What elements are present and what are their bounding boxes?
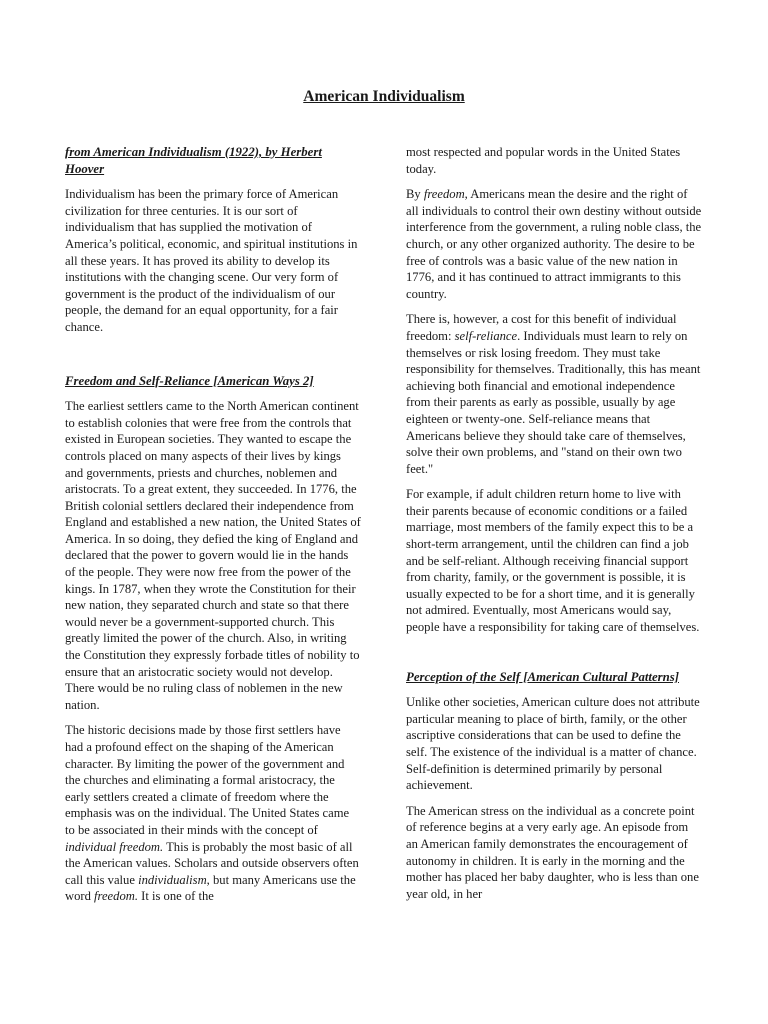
paragraph-self-reliance xyxy=(406,311,702,477)
right-column xyxy=(406,144,702,911)
section-spacer xyxy=(406,645,702,669)
emphasis-freedom: freedom xyxy=(423,187,465,202)
paragraph-historic-decisions xyxy=(65,722,361,905)
paragraph-freedom-definition xyxy=(406,186,702,302)
text-run: This is probably the most basic of all the American values. Scholars and outside observers often call this value xyxy=(65,839,359,887)
left-column xyxy=(65,144,361,914)
text-run: It is one of the xyxy=(137,889,214,904)
emphasis-self-reliance: self-reliance xyxy=(454,328,518,343)
text-run: The historic decisions made by those first settlers have had a profound effect on the shaping of the American character. By limiting the power of the government and the churches and eliminating a formal aristocracy, the early settlers created a climate of freedom where the emphasis was on the individual. The United States came to be associated in their minds with the concept of xyxy=(65,723,350,837)
paragraph-continued: most respected and popular words in the United States today. xyxy=(406,145,681,176)
text-run: . Individuals must learn to rely on themselves or risk losing freedom. They must take responsibility for themselves. Traditionally, this has meant achieving both financial and emotional independence from their parents as early as possible, usually by age eighteen or twenty-one. Self-reliance means that Americans believe they should take care of themselves, solve their own problems, and "stand on their own two feet." xyxy=(406,328,701,476)
text-run: , but many Americans use the word xyxy=(65,872,356,904)
paragraph-american-stress: The American stress on the individual as a concrete point of reference begins at a very early age. An episode from an American family demonstrates the encouragement of autonomy in children. It is early in the morning and the mother has placed her baby daughter, who is less than one year old, in her xyxy=(406,803,699,901)
section-spacer xyxy=(65,345,361,373)
text-run: , Americans mean the desire and the right of all individuals to control their own destiny without outside interference from the government, a ruling noble class, the church, or any other organized authority. The desire to be free of controls was a basic value of the new nation in 1776, and it has continued to attract immigrants to this country. xyxy=(406,187,702,301)
text-run: There is, however, a cost for this benefit of individual freedom: xyxy=(406,312,677,343)
emphasis-individualism: individualism xyxy=(138,872,207,887)
section-heading-hoover: from American Individualism (1922), by Herbert Hoover xyxy=(65,145,322,176)
text-run: By xyxy=(406,187,424,202)
paragraph-unlike-other-societies: Unlike other societies, American culture does not attribute particular meaning to place of birth, family, or the other ascriptive considerations that can be used to define the self. The existence of the individual is a matter of chance. Self-definition is determined primarily by personal achievement. xyxy=(406,695,700,793)
section-heading-freedom: Freedom and Self-Reliance [American Ways 2] xyxy=(65,373,314,388)
emphasis-freedom: freedom. xyxy=(94,889,138,904)
emphasis-individual-freedom: individual freedom. xyxy=(65,839,164,854)
paragraph-earliest-settlers: The earliest settlers came to the North American continent to establish colonies that were free from the controls that existed in European societies. They wanted to escape the controls placed on many aspects of their lives by kings and governments, priests and churches, noblemen and aristocrats. To a great extent, they succeeded. In 1776, the British colonial settlers declared their independence from England and established a new nation, the United States of America. In so doing, they defied the king of England and declared that the power to govern would lie in the hands of the people. They were now free from the power of the kings. In 1787, when they wrote the Constitution for their new nation, they separated church and state so that there would never be a government-supported church. This greatly limited the power of the church. Also, in writing the Constitution they expressly forbade titles of nobility to ensure that an aristocratic society would not develop. There would be no ruling class of noblemen in the new nation. xyxy=(65,399,361,712)
paragraph-example: For example, if adult children return home to live with their parents because of economic conditions or a failed marriage, most members of the family expect this to be a short-term arrangement, until the children can find a job and be self-reliant. Although receiving financial support from charity, family, or the government is possible, it is usually expected to be for a short time, and it is generally not admired. Eventually, most Americans would say, people have a responsibility for taking care of themselves. xyxy=(406,487,700,635)
paragraph-hoover: Individualism has been the primary force of American civilization for three centuries. It is our sort of individualism that has supplied the motivation of America’s political, economic, and spiritual institutions in all these years. It has proved its ability to develop its institutions with the changing scene. Our very form of government is the product of the individualism of our people, the demand for an equal opportunity, for a fair chance. xyxy=(65,187,358,334)
document-title: American Individualism xyxy=(303,88,465,105)
section-heading-perception: Perception of the Self [American Cultural Patterns] xyxy=(406,669,680,684)
